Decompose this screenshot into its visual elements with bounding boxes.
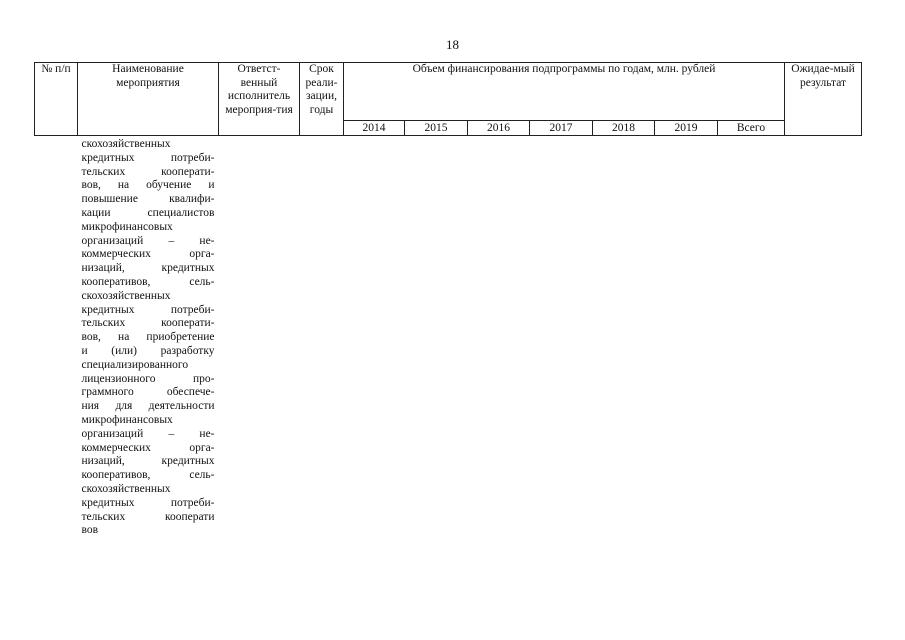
name-line: кредитных потреби- xyxy=(81,151,215,164)
name-line: вов, на приобретение xyxy=(81,331,215,344)
year-2015: 2015 xyxy=(405,121,468,136)
header-result: Ожидае-мый результат xyxy=(785,63,862,136)
name-line: низаций, кредитных xyxy=(81,262,215,275)
year-2019: 2019 xyxy=(655,121,718,136)
cell-name xyxy=(78,136,219,539)
name-line: кредитных потреби- xyxy=(81,303,215,316)
name-line: кредитных потреби- xyxy=(81,496,215,509)
name-line: лицензионного про- xyxy=(81,372,215,385)
name-line: скохозяйственных xyxy=(81,482,171,495)
year-2016: 2016 xyxy=(468,121,530,136)
name-line: коммерческих орга- xyxy=(81,441,215,454)
name-line: коммерческих орга- xyxy=(81,248,215,261)
header-number: № п/п xyxy=(35,63,78,136)
name-line: организаций – не- xyxy=(81,234,215,247)
name-line: микрофинансовых xyxy=(81,413,173,426)
year-2014: 2014 xyxy=(344,121,405,136)
name-line: вов, на обучение и xyxy=(81,179,215,192)
funding-table xyxy=(34,62,862,538)
table-row xyxy=(35,136,862,539)
name-line: скохозяйственных xyxy=(81,138,171,150)
name-line: ния для деятельности xyxy=(81,400,215,413)
name-line: вов xyxy=(81,524,99,537)
cell-empty xyxy=(219,136,862,539)
header-responsible: Ответст-венный исполнитель мероприя-тия xyxy=(219,63,300,136)
name-line: граммного обеспече- xyxy=(81,386,215,399)
name-line: тельских кооперати- xyxy=(81,317,215,330)
name-line: специализированного xyxy=(81,358,189,371)
year-2017: 2017 xyxy=(530,121,593,136)
header-name: Наименование мероприятия xyxy=(78,63,219,136)
name-line: микрофинансовых xyxy=(81,220,173,233)
name-line: кооперативов, сель- xyxy=(81,275,215,288)
name-line: тельских кооперати- xyxy=(81,165,215,178)
cell-number xyxy=(35,136,78,539)
name-line: тельских кооперати xyxy=(81,510,215,523)
name-line: организаций – не- xyxy=(81,427,215,440)
header-funding: Объем финансирования подпрограммы по годам, млн. рублей xyxy=(344,63,785,121)
page-number: 18 xyxy=(446,37,459,52)
year-total: Всего xyxy=(718,121,785,136)
name-line: скохозяйственных xyxy=(81,289,171,302)
measure-name-text xyxy=(78,136,215,538)
name-line: кации специалистов xyxy=(81,206,215,219)
name-line: кооперативов, сель- xyxy=(81,469,215,482)
year-2018: 2018 xyxy=(593,121,655,136)
name-line: и (или) разработку xyxy=(81,344,215,357)
header-term: Срок реали-зации, годы xyxy=(300,63,344,136)
name-line: повышение квалифи- xyxy=(81,193,215,206)
name-line: низаций, кредитных xyxy=(81,455,215,468)
